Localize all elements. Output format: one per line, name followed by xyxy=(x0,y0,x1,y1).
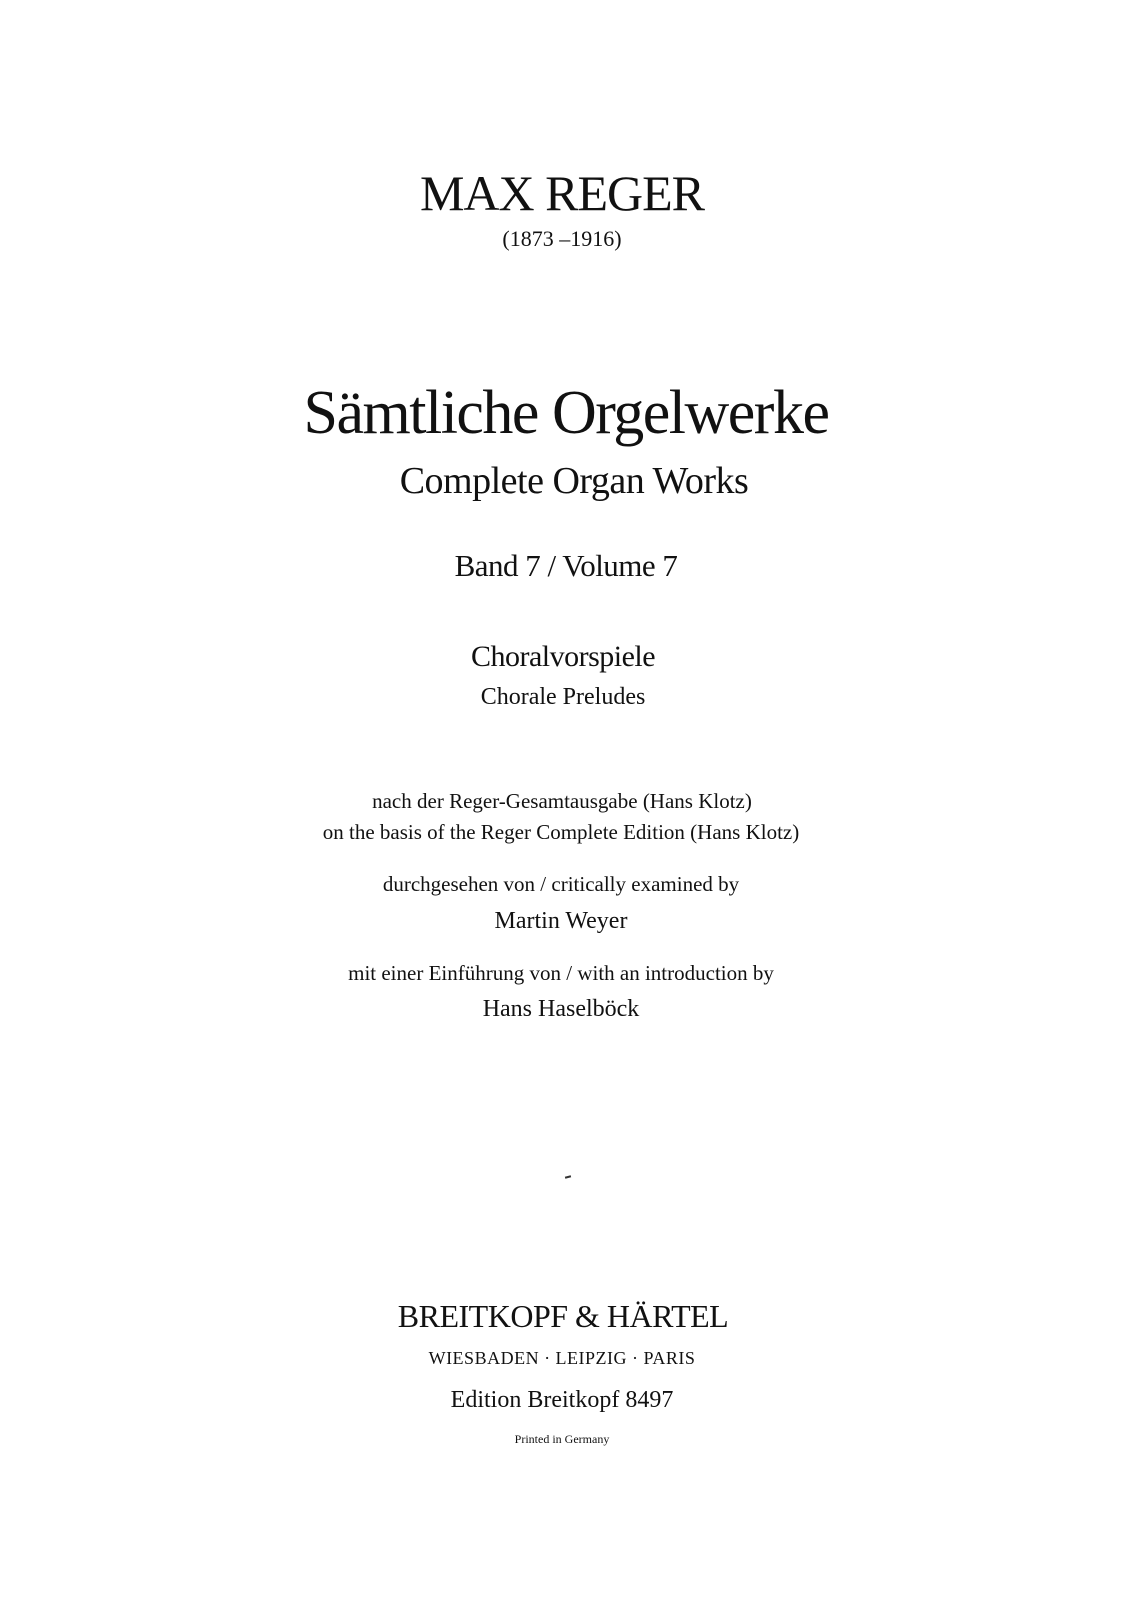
publisher-cities: WIESBADEN · LEIPZIG · PARIS xyxy=(428,1348,696,1368)
title-german: Sämtliche Orgelwerke xyxy=(303,379,829,447)
edition-number: Edition Breitkopf 8497 xyxy=(450,1387,674,1413)
introduction-author-name: Hans Haselböck xyxy=(482,996,640,1022)
introduction-by-label: mit einer Einführung von / with an introduction by xyxy=(348,961,774,985)
title-english: Complete Organ Works xyxy=(399,460,749,502)
volume-label: Band 7 / Volume 7 xyxy=(454,548,678,583)
printed-in-note: Printed in Germany xyxy=(514,1432,610,1446)
examined-by-label: durchgesehen von / critically examined by xyxy=(382,872,740,896)
print-speck xyxy=(565,1175,571,1178)
composer-name: MAX REGER xyxy=(419,165,705,221)
subtitle-english: Chorale Preludes xyxy=(480,684,646,710)
basis-german: nach der Reger-Gesamtausgabe (Hans Klotz) xyxy=(372,789,752,813)
basis-english: on the basis of the Reger Complete Edition (Hans Klotz) xyxy=(322,820,800,844)
composer-dates: (1873 –1916) xyxy=(502,226,622,251)
publisher-name: BREITKOPF & HÄRTEL xyxy=(397,1298,729,1334)
examiner-name: Martin Weyer xyxy=(494,908,628,934)
subtitle-german: Choralvorspiele xyxy=(470,640,656,673)
